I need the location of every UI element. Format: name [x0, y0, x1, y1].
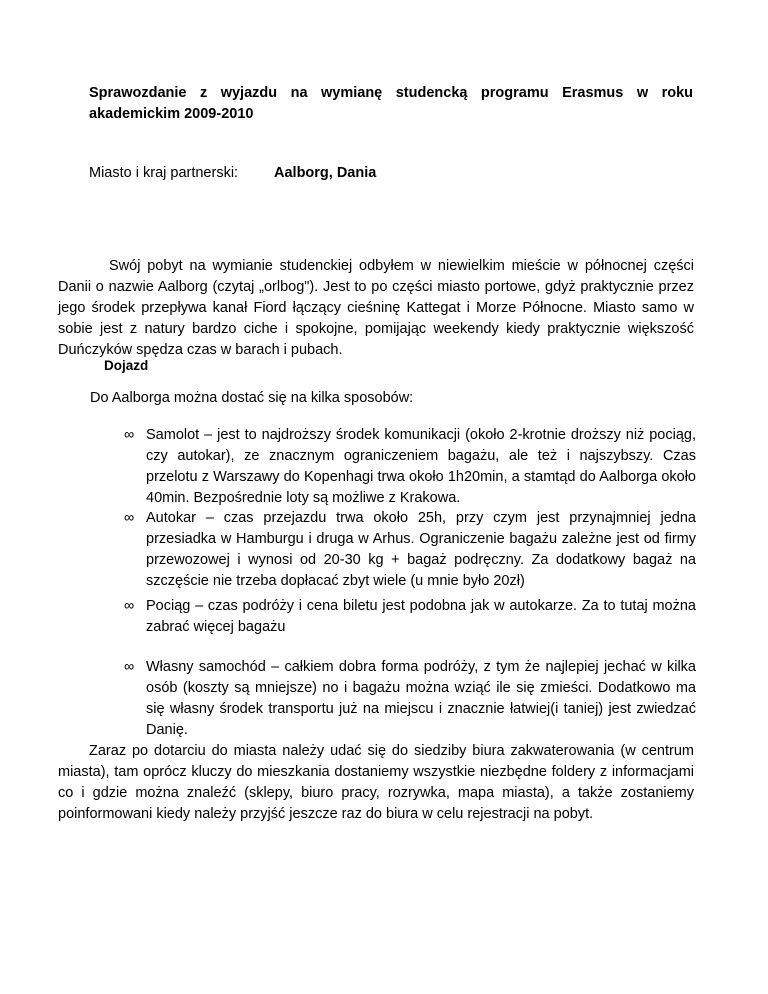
intro-paragraph: Swój pobyt na wymianie studenckiej odbyłem w niewielkim mieście w północnej części Danii o nazwie Aalborg (czytaj „orlbog"). Jest to po części miasto portowe, gdyż praktycznie przez jego środek przepływa kanał Fiord łączący cieśninę Kattegat i Morze Północne. Miasto samo w sobie jest z natury bardzo ciche i spokojne, pomijając weekendy kiedy praktycznie większość Duńczyków spędza czas w barach i pubach.	[58, 258, 694, 358]
document-title: Sprawozdanie z wyjazdu na wymianę studencką programu Erasmus w roku akademickim 2009-2010	[89, 85, 693, 122]
partner-info	[89, 164, 376, 182]
list-item	[124, 508, 696, 592]
list-item	[124, 425, 696, 509]
partner-value: Aalborg, Dania	[274, 165, 377, 181]
bullet-icon: ∞	[124, 427, 135, 443]
section-intro: Do Aalborga można dostać się na kilka sposobów:	[90, 390, 414, 406]
bullet-icon: ∞	[124, 510, 135, 526]
bullet-icon: ∞	[124, 598, 135, 614]
list-item-text: Pociąg – czas podróży i cena biletu jest podobna jak w autokarze. Za to tutaj można zabrać więcej bagażu	[146, 598, 696, 635]
list-item	[124, 596, 696, 638]
partner-label: Miasto i kraj partnerski:	[89, 165, 239, 181]
list-item-text: Autokar – czas przejazdu trwa około 25h, przy czym jest przynajmniej jedna przesiadka w Hamburgu i druga w Arhus. Ograniczenie bagażu zależne jest od firmy przewozowej i wynosi od 20-30 kg + bagaż podręczny. Za dodatkowy bagaż na szczęście nie trzeba dopłacać zbyt wiele (u mnie było 20zł)	[146, 510, 696, 589]
list-item-text: Samolot – jest to najdroższy środek komunikacji (około 2-krotnie droższy niż pociąg, czy autokar), ze znacznym ograniczeniem bagażu, ale też i najszybszy. Czas przelotu z Warszawy do Kopenhagi trwa około 1h20min, a stamtąd do Aalborga około 40min. Bezpośrednie loty są możliwe z Krakowa.	[146, 427, 696, 506]
list-item-text: Własny samochód – całkiem dobra forma podróży, z tym że najlepiej jechać w kilka osób (koszty są mniejsze) no i bagażu można wziąć ile się zmieści. Dodatkowo ma się własny środek transportu już na miejscu i znacznie łatwiej(i taniej) jest zwiedzać Danię.	[146, 659, 696, 738]
list-item	[124, 657, 696, 741]
closing-paragraph: Zaraz po dotarciu do miasta należy udać się do siedziby biura zakwaterowania (w centrum miasta), tam oprócz kluczy do mieszkania dostaniemy wszystkie niezbędne foldery z informacjami co i gdzie można znaleźć (sklepy, biuro pracy, rozrywka, mapa miasta), a także zostaniemy poinformowani kiedy należy przyjść jeszcze raz do biura w celu rejestracji na pobyt.	[58, 743, 694, 822]
section-heading: Dojazd	[104, 358, 149, 373]
bullet-icon: ∞	[124, 659, 135, 675]
